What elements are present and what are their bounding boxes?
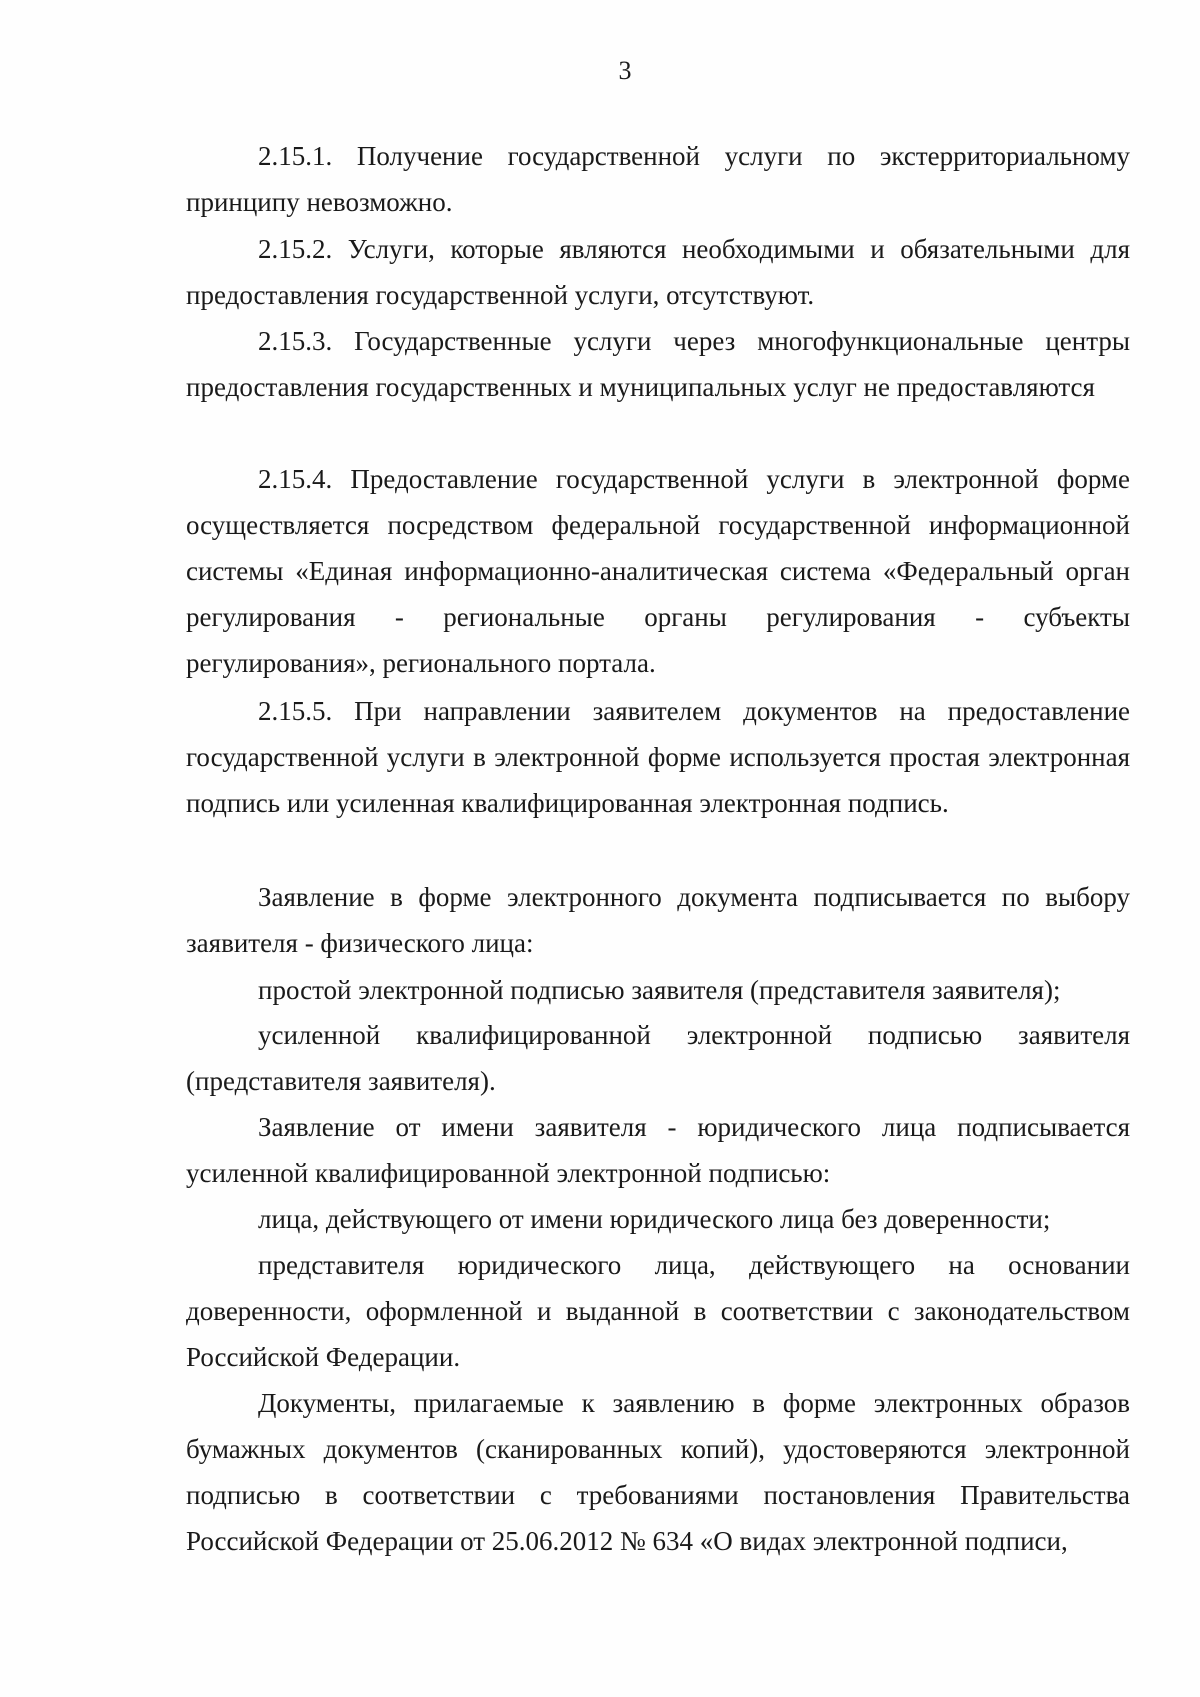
list-item-qualified-signature: усиленной квалифицированной электронной подписью заявителя (представителя заявителя).: [186, 1020, 1130, 1096]
paragraph-legal-entity-signature: Заявление от имени заявителя - юридического лица подписывается усиленной квалифицированной электронной подписью:: [186, 1112, 1130, 1188]
paragraph-2-15-1: 2.15.1. Получение государственной услуги по экстерриториальному принципу невозможно.: [186, 141, 1130, 217]
paragraph-2-15-2: 2.15.2. Услуги, которые являются необходимыми и обязательными для предоставления государственной услуги, отсутствуют.: [186, 234, 1130, 310]
paragraph-2-15-4: 2.15.4. Предоставление государственной услуги в электронной форме осуществляется посредством федеральной государственной информационной системы «Единая информационно-аналитическая система «Федеральный орган регулирования - региональные органы регулирования - субъекты регулирования», регионального портала.: [186, 464, 1130, 678]
list-item-simple-signature: простой электронной подписью заявителя (представителя заявителя);: [258, 975, 1061, 1005]
paragraph-attached-documents: Документы, прилагаемые к заявлению в форме электронных образов бумажных документов (сканированных копий), удостоверяются электронной подписью в соответствии с требованиями постановления Правительства Российской Федерации от 25.06.2012 № 634 «О видах электронной подписи,: [186, 1388, 1130, 1556]
paragraph-2-15-3: 2.15.3. Государственные услуги через многофункциональные центры предоставления государственных и муниципальных услуг не предоставляются: [186, 326, 1130, 402]
page-number: 3: [618, 56, 632, 85]
list-item-without-power-of-attorney: лица, действующего от имени юридического лица без доверенности;: [258, 1204, 1051, 1234]
list-item-with-power-of-attorney: представителя юридического лица, действующего на основании доверенности, оформленной и выданной в соответствии с законодательством Российской Федерации.: [186, 1250, 1130, 1372]
paragraph-individual-signature: Заявление в форме электронного документа подписывается по выбору заявителя - физического лица:: [186, 882, 1130, 958]
paragraph-2-15-5: 2.15.5. При направлении заявителем документов на предоставление государственной услуги в электронной форме используется простая электронная подпись или усиленная квалифицированная электронная подпись.: [186, 696, 1130, 818]
